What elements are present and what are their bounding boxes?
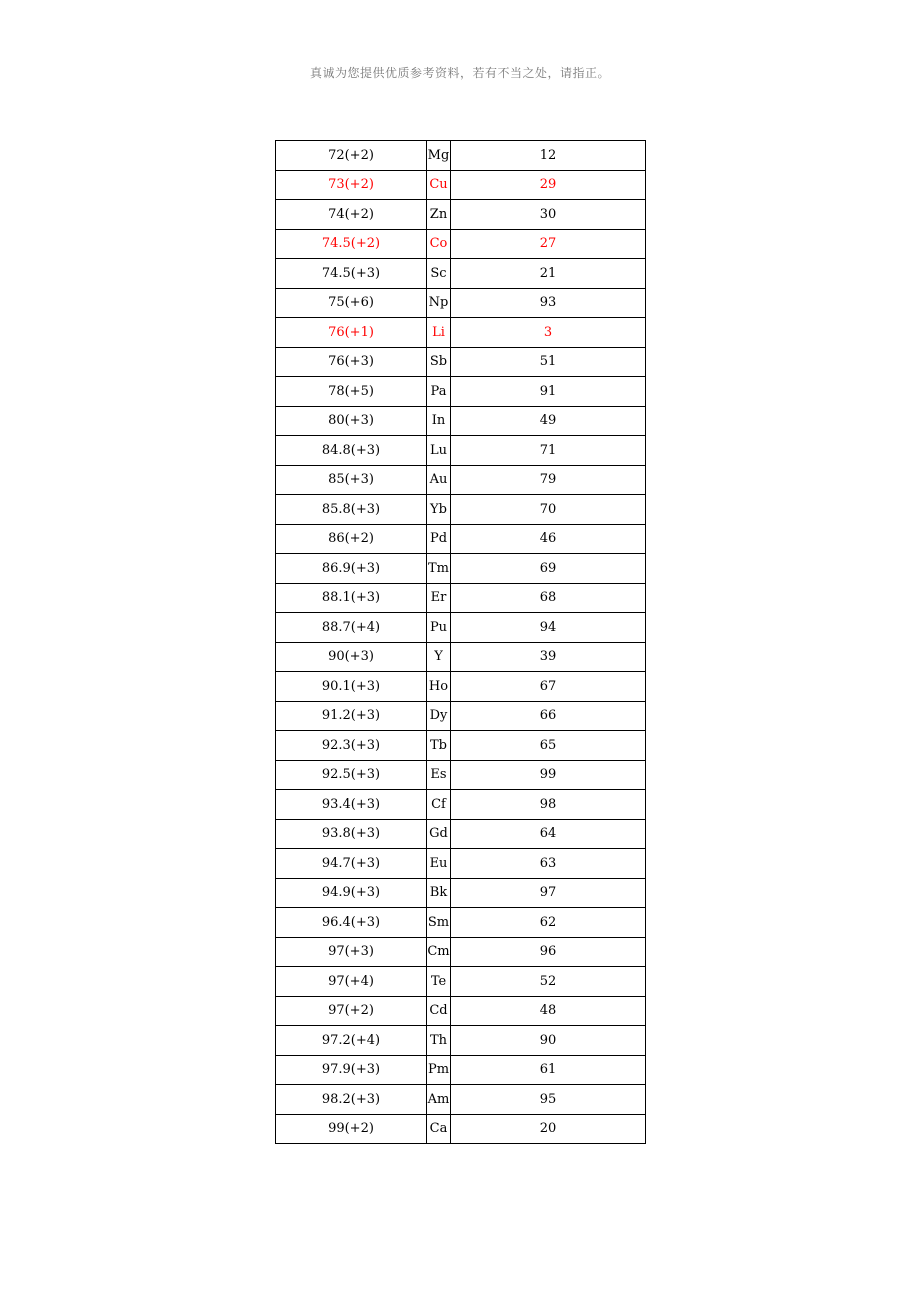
ionic-radius-cell: 86(+2) (276, 524, 427, 554)
element-symbol-cell: Tm (427, 554, 451, 584)
table-row (276, 318, 646, 348)
element-symbol-cell: Er (427, 583, 451, 613)
table-row (276, 524, 646, 554)
ionic-radius-cell: 90.1(+3) (276, 672, 427, 702)
table-row (276, 878, 646, 908)
table-row (276, 406, 646, 436)
ionic-radius-cell: 85.8(+3) (276, 495, 427, 525)
element-symbol-cell: Pm (427, 1055, 451, 1085)
table-row (276, 1026, 646, 1056)
table-row (276, 347, 646, 377)
element-symbol-cell: Gd (427, 819, 451, 849)
table-row (276, 613, 646, 643)
ionic-radius-cell: 97.9(+3) (276, 1055, 427, 1085)
atomic-number-cell: 93 (451, 288, 646, 318)
atomic-number-cell: 90 (451, 1026, 646, 1056)
element-symbol-cell: Sc (427, 259, 451, 289)
atomic-number-cell: 51 (451, 347, 646, 377)
table-row (276, 672, 646, 702)
ionic-radius-cell: 74(+2) (276, 200, 427, 230)
ionic-radius-cell: 72(+2) (276, 141, 427, 171)
atomic-number-cell: 3 (451, 318, 646, 348)
element-symbol-cell: Co (427, 229, 451, 259)
ionic-radius-cell: 97(+3) (276, 937, 427, 967)
element-symbol-cell: Cu (427, 170, 451, 200)
element-symbol-cell: Bk (427, 878, 451, 908)
element-symbol-cell: Cf (427, 790, 451, 820)
atomic-number-cell: 61 (451, 1055, 646, 1085)
element-symbol-cell: Pa (427, 377, 451, 407)
ionic-radius-cell: 96.4(+3) (276, 908, 427, 938)
table-row (276, 1114, 646, 1144)
table-row (276, 908, 646, 938)
ionic-radius-cell: 86.9(+3) (276, 554, 427, 584)
atomic-number-cell: 49 (451, 406, 646, 436)
ionic-radius-cell: 92.3(+3) (276, 731, 427, 761)
ionic-radius-cell: 97(+2) (276, 996, 427, 1026)
element-symbol-cell: Zn (427, 200, 451, 230)
ionic-radius-cell: 78(+5) (276, 377, 427, 407)
element-symbol-cell: Tb (427, 731, 451, 761)
ionic-radius-cell: 74.5(+3) (276, 259, 427, 289)
table-row (276, 701, 646, 731)
ionic-radius-cell: 93.8(+3) (276, 819, 427, 849)
table-row (276, 583, 646, 613)
table-row (276, 760, 646, 790)
element-symbol-cell: Np (427, 288, 451, 318)
ionic-radius-cell: 99(+2) (276, 1114, 427, 1144)
element-symbol-cell: Pd (427, 524, 451, 554)
table-row (276, 967, 646, 997)
atomic-number-cell: 30 (451, 200, 646, 230)
element-symbol-cell: Pu (427, 613, 451, 643)
ionic-radius-cell: 73(+2) (276, 170, 427, 200)
ionic-radius-cell: 97(+4) (276, 967, 427, 997)
table-row (276, 996, 646, 1026)
ionic-radius-cell: 85(+3) (276, 465, 427, 495)
element-symbol-cell: Te (427, 967, 451, 997)
atomic-number-cell: 46 (451, 524, 646, 554)
atomic-number-cell: 95 (451, 1085, 646, 1115)
atomic-number-cell: 48 (451, 996, 646, 1026)
header-note: 真诚为您提供优质参考资料，若有不当之处，请指正。 (309, 66, 610, 80)
table-row (276, 819, 646, 849)
element-symbol-cell: Dy (427, 701, 451, 731)
atomic-number-cell: 99 (451, 760, 646, 790)
atomic-number-cell: 62 (451, 908, 646, 938)
ionic-radius-cell: 94.9(+3) (276, 878, 427, 908)
ionic-radius-cell: 80(+3) (276, 406, 427, 436)
atomic-number-cell: 68 (451, 583, 646, 613)
element-symbol-cell: Cd (427, 996, 451, 1026)
ionic-radius-cell: 92.5(+3) (276, 760, 427, 790)
ionic-radius-cell: 88.1(+3) (276, 583, 427, 613)
table-row (276, 790, 646, 820)
atomic-number-cell: 52 (451, 967, 646, 997)
table-row (276, 141, 646, 171)
atomic-number-cell: 12 (451, 141, 646, 171)
element-symbol-cell: Sb (427, 347, 451, 377)
element-symbol-cell: Eu (427, 849, 451, 879)
atomic-number-cell: 21 (451, 259, 646, 289)
table-row (276, 642, 646, 672)
ionic-radius-cell: 93.4(+3) (276, 790, 427, 820)
element-symbol-cell: In (427, 406, 451, 436)
table-row (276, 436, 646, 466)
table-row (276, 495, 646, 525)
ion-radius-table (275, 140, 646, 1144)
ionic-radius-cell: 76(+3) (276, 347, 427, 377)
element-symbol-cell: Am (427, 1085, 451, 1115)
atomic-number-cell: 70 (451, 495, 646, 525)
atomic-number-cell: 66 (451, 701, 646, 731)
atomic-number-cell: 69 (451, 554, 646, 584)
element-symbol-cell: Li (427, 318, 451, 348)
element-symbol-cell: Es (427, 760, 451, 790)
table-row (276, 229, 646, 259)
atomic-number-cell: 98 (451, 790, 646, 820)
atomic-number-cell: 97 (451, 878, 646, 908)
ionic-radius-cell: 90(+3) (276, 642, 427, 672)
table-row (276, 465, 646, 495)
table-row (276, 170, 646, 200)
element-symbol-cell: Au (427, 465, 451, 495)
ionic-radius-cell: 98.2(+3) (276, 1085, 427, 1115)
table-row (276, 259, 646, 289)
table-row (276, 849, 646, 879)
ionic-radius-cell: 74.5(+2) (276, 229, 427, 259)
atomic-number-cell: 64 (451, 819, 646, 849)
element-symbol-cell: Mg (427, 141, 451, 171)
element-symbol-cell: Yb (427, 495, 451, 525)
atomic-number-cell: 63 (451, 849, 646, 879)
ionic-radius-cell: 75(+6) (276, 288, 427, 318)
element-symbol-cell: Ho (427, 672, 451, 702)
element-symbol-cell: Y (427, 642, 451, 672)
table-body (276, 141, 646, 1144)
table-row (276, 1085, 646, 1115)
atomic-number-cell: 29 (451, 170, 646, 200)
element-symbol-cell: Ca (427, 1114, 451, 1144)
atomic-number-cell: 65 (451, 731, 646, 761)
ionic-radius-cell: 97.2(+4) (276, 1026, 427, 1056)
ionic-radius-cell: 91.2(+3) (276, 701, 427, 731)
table-row (276, 1055, 646, 1085)
atomic-number-cell: 67 (451, 672, 646, 702)
atomic-number-cell: 39 (451, 642, 646, 672)
table-row (276, 937, 646, 967)
atomic-number-cell: 96 (451, 937, 646, 967)
atomic-number-cell: 27 (451, 229, 646, 259)
element-symbol-cell: Th (427, 1026, 451, 1056)
table-row (276, 288, 646, 318)
atomic-number-cell: 20 (451, 1114, 646, 1144)
ionic-radius-cell: 76(+1) (276, 318, 427, 348)
ionic-radius-cell: 94.7(+3) (276, 849, 427, 879)
element-symbol-cell: Cm (427, 937, 451, 967)
element-symbol-cell: Lu (427, 436, 451, 466)
table-row (276, 377, 646, 407)
element-symbol-cell: Sm (427, 908, 451, 938)
table-row (276, 554, 646, 584)
table-row (276, 731, 646, 761)
ionic-radius-cell: 88.7(+4) (276, 613, 427, 643)
atomic-number-cell: 94 (451, 613, 646, 643)
table-row (276, 200, 646, 230)
atomic-number-cell: 71 (451, 436, 646, 466)
atomic-number-cell: 79 (451, 465, 646, 495)
atomic-number-cell: 91 (451, 377, 646, 407)
ionic-radius-cell: 84.8(+3) (276, 436, 427, 466)
